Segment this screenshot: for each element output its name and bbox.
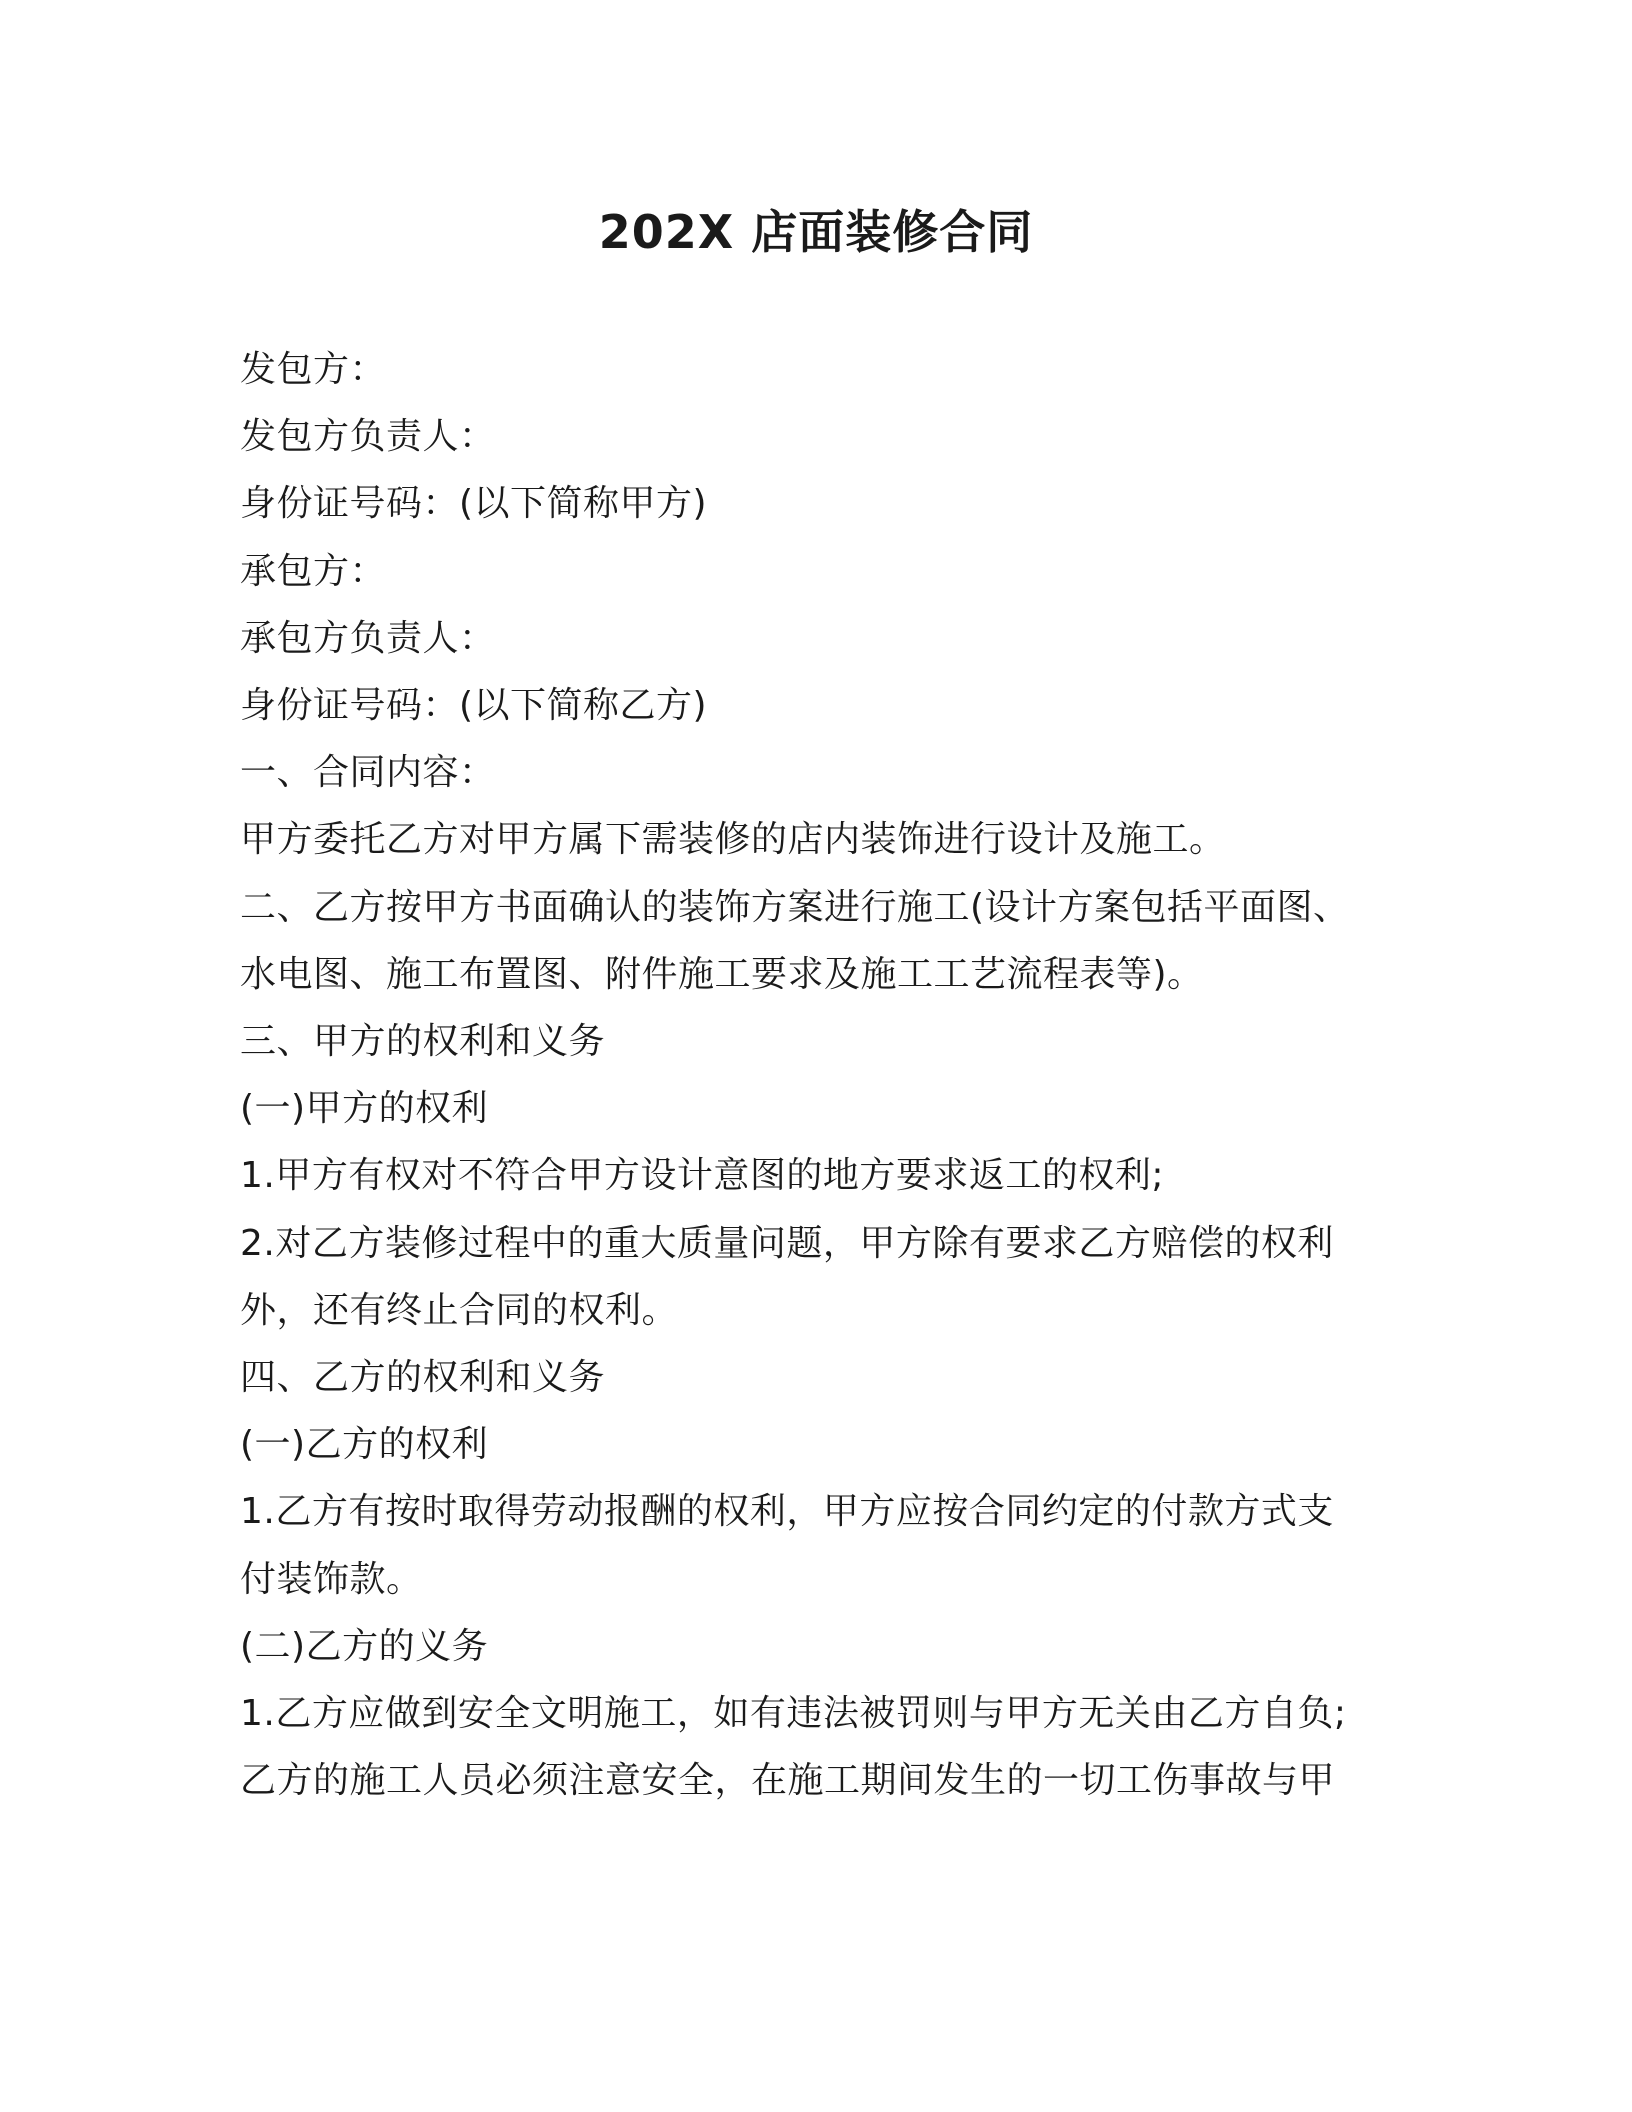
- document-title: 202X 店面装修合同: [598, 205, 1034, 259]
- document-body: [240, 336, 1390, 1814]
- text-line: 付装饰款。: [240, 1558, 423, 1600]
- text-line-contractor-representative: 承包方负责人：: [240, 617, 496, 659]
- subsection-heading: (一)乙方的权利: [240, 1424, 489, 1466]
- text-line: 1.乙方应做到安全文明施工，如有违法被罚则与甲方无关由乙方自负;: [240, 1693, 1347, 1735]
- text-line-employer-representative: 发包方负责人：: [240, 416, 496, 458]
- text-line: 甲方委托乙方对甲方属下需装修的店内装饰进行设计及施工。: [240, 819, 1226, 861]
- section-heading-construction-plan: 二、乙方按甲方书面确认的装饰方案进行施工(设计方案包括平面图、: [240, 886, 1350, 928]
- section-heading-party-b-rights: 四、乙方的权利和义务: [240, 1357, 606, 1399]
- subsection-heading: (二)乙方的义务: [240, 1625, 489, 1667]
- text-line: 2.对乙方装修过程中的重大质量问题，甲方除有要求乙方赔偿的权利: [240, 1222, 1334, 1264]
- text-line-contractor: 承包方：: [240, 550, 387, 592]
- text-line-employer: 发包方：: [240, 349, 387, 390]
- section-heading-party-a-rights: 三、甲方的权利和义务: [240, 1021, 606, 1063]
- text-line: 水电图、施工布置图、附件施工要求及施工工艺流程表等)。: [240, 953, 1204, 995]
- text-line: 乙方的施工人员必须注意安全，在施工期间发生的一切工伤事故与甲: [240, 1760, 1336, 1802]
- text-line: 外，还有终止合同的权利。: [240, 1289, 679, 1331]
- text-line-contractor-id: 身份证号码：(以下简称乙方): [240, 685, 708, 727]
- text-line-employer-id: 身份证号码：(以下简称甲方): [240, 483, 708, 525]
- text-line: 1.甲方有权对不符合甲方设计意图的地方要求返工的权利;: [240, 1155, 1164, 1197]
- text-line: 1.乙方有按时取得劳动报酬的权利，甲方应按合同约定的付款方式支: [240, 1491, 1334, 1533]
- subsection-heading: (一)甲方的权利: [240, 1088, 489, 1130]
- section-heading-contract-content: 一、合同内容：: [240, 752, 496, 794]
